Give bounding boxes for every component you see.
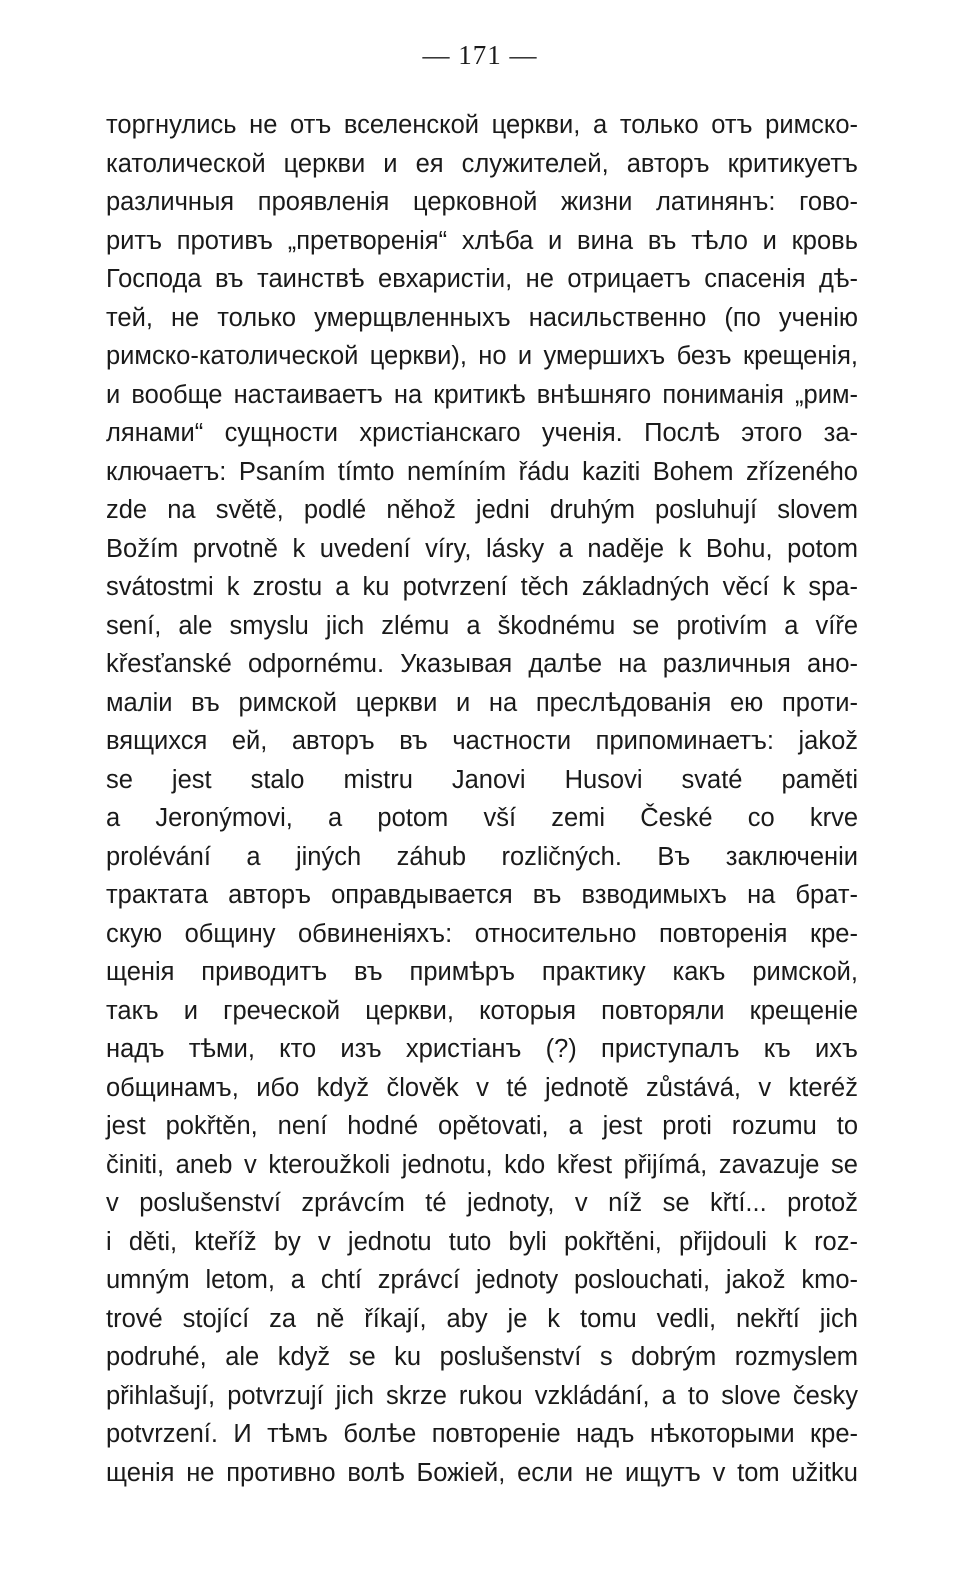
text-line: jest pokřtěn, není hodné opětovati, a jest proti rozumu to — [106, 1112, 858, 1140]
text-line: se jest stalo mistru Janovi Husovi svaté paměti — [106, 765, 858, 794]
text-line: такъ и греческой церкви, которыя повторяли крещеніе — [106, 996, 858, 1025]
text-line: тей, не только умерщвленныхъ насильственно (по ученію — [106, 303, 858, 332]
text-line: скую общину обвиненiяхъ: относительно повторенія кре- — [106, 919, 858, 948]
text-line: v poslušenství zprávcím té jednoty, v níž se křtí... protož — [106, 1189, 858, 1217]
text-line: малiи въ римской церкви и на преслѣдованія ею проти- — [106, 688, 858, 717]
text-line: торгнулись не отъ вселенской церкви, а только отъ римско- — [106, 111, 858, 139]
text-line: различныя проявленія церковной жизни латинянъ: гово- — [106, 188, 858, 216]
text-line: вящихся ей, авторъ въ частности припоминаетъ: jakož — [106, 727, 858, 755]
text-line: Господа въ таинствѣ евхаристіи, не отрицаетъ спасенія дѣ- — [106, 265, 858, 293]
text-line: umným letom, a chtí zprávcí jednoty poslouchati, jakož kmo- — [106, 1266, 858, 1294]
text-line: činiti, aneb v kteroužkoli jednotu, kdo křest přijímá, zavazuje se — [106, 1150, 858, 1179]
text-line: надъ тѣми, кто изъ христіанъ (?) приступалъ къ ихъ — [106, 1035, 858, 1063]
text-line: и вообще настаиваетъ на критикѣ внѣшняго пониманія „рим- — [106, 380, 858, 409]
text-line: prolévání a jiných záhub rozličných. Въ заключеніи — [106, 842, 858, 871]
text-line: трактата авторъ оправдывается въ взводимыхъ на брат- — [106, 881, 858, 909]
text-line: svátostmi k zrostu a ku potvrzení těch základných věcí k spa- — [106, 573, 858, 601]
text-line: i děti, kteříž by v jednotu tuto byli pokřtěni, přijdouli k roz- — [106, 1227, 858, 1256]
text-line: римско-католической церкви), но и умершихъ безъ крещенія, — [106, 342, 858, 370]
text-line: a Jeronýmovi, a potom vší zemi České co krve — [106, 804, 858, 832]
text-line: общинамъ, ибо když člověk v té jednotě zůstává, v kteréž — [106, 1073, 858, 1102]
body-text — [106, 106, 858, 1492]
text-line: ключаетъ: Psaním tímto nemíním řádu kaziti Bohem zřízeného — [106, 457, 858, 486]
text-line: Božím prvotně k uvedení víry, lásky a naděje k Bohu, potom — [106, 534, 858, 563]
text-line: щенія не противно волѣ Божіей, если не ищутъ v tom užitku — [106, 1458, 858, 1487]
text-line: щенія приводитъ въ примѣръ практику какъ римской, — [106, 958, 858, 986]
text-line: католической церкви и ея служителей, авторъ критикуетъ — [106, 149, 858, 178]
page-number: — 171 — — [422, 40, 538, 70]
text-line: podruhé, ale když se ku poslušenství s dobrým rozmyslem — [106, 1343, 858, 1371]
text-line: trové stojící za ně říkají, aby je k tomu vedli, nekřtí jich — [106, 1304, 858, 1333]
text-line: лянами“ сущности христіанскаго ученія. Послѣ этого за- — [106, 419, 858, 447]
text-line: potvrzení. И тѣмъ болѣе повтореніе надъ нѣкоторыми кре- — [106, 1420, 858, 1448]
text-line: ритъ противъ „претворенія“ хлѣба и вина въ тѣло и кровь — [106, 226, 858, 255]
text-line: sení, ale smyslu jich zlému a škodnému se protivím a víře — [106, 611, 858, 640]
text-line: přihlašují, potvrzují jich skrze rukou vzkládání, a to slove česky — [106, 1381, 858, 1410]
text-line: zde na světě, podlé něhož jedni druhým posluhují slovem — [106, 496, 858, 524]
text-line: křesťanské odpornému. Указывая далѣе на различныя ано- — [106, 650, 858, 678]
